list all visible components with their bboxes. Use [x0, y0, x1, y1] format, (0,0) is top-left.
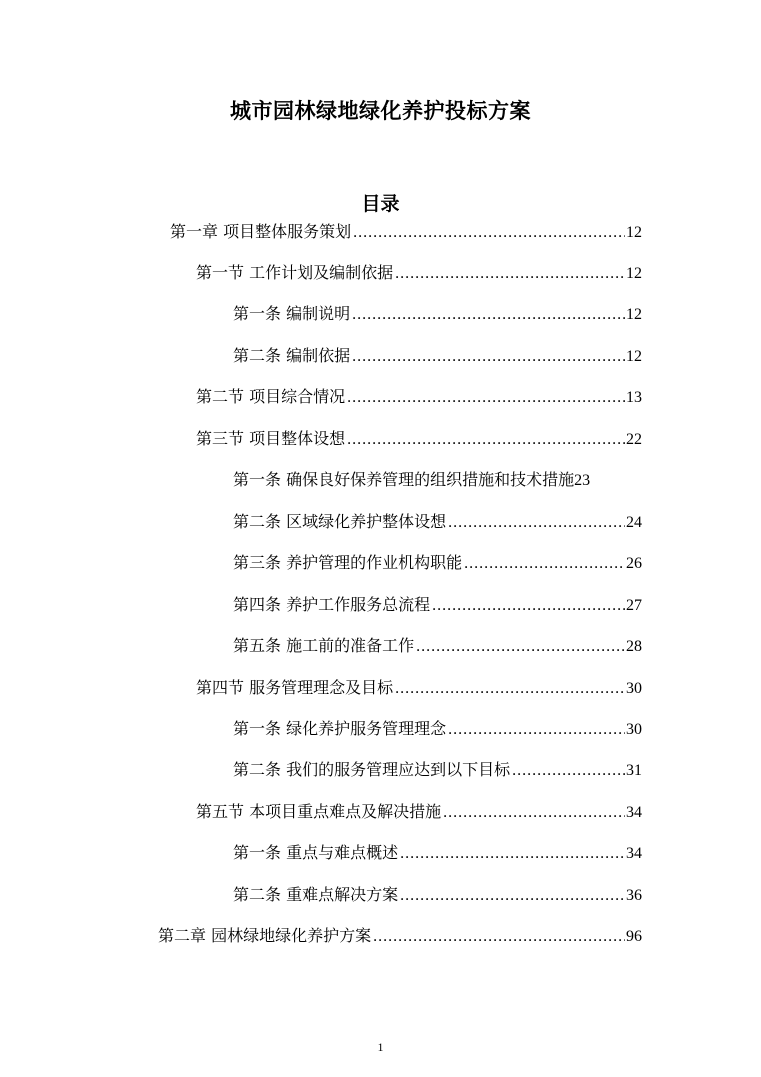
toc-entry-label: 第二条 我们的服务管理应达到以下目标 [233, 760, 511, 779]
toc-entry-label: 第二节 项目综合情况 [196, 387, 346, 406]
toc-entry-label: 第二条 编制依据 [233, 346, 351, 365]
toc-entry-page: 34 [626, 845, 642, 862]
toc-leader-dots [373, 924, 625, 950]
toc-entry[interactable] [233, 343, 642, 369]
toc-entry[interactable] [233, 840, 642, 866]
document-title: 城市园林绿地绿化养护投标方案 [230, 99, 531, 123]
toc-entry-label: 第一条 绿化养护服务管理理念 [233, 719, 447, 738]
toc-leader-dots [395, 261, 625, 287]
toc-entry[interactable] [196, 384, 642, 410]
toc-leader-dots [443, 800, 625, 826]
toc-entry-page: 31 [626, 762, 642, 779]
toc-entry[interactable] [196, 426, 642, 452]
toc-entry-page: 27 [626, 597, 642, 614]
toc-entry-page: 30 [626, 680, 642, 697]
toc-entry-label: 第二章 园林绿地绿化养护方案 [158, 926, 372, 945]
toc-entry-page: 22 [626, 431, 642, 448]
toc-entry[interactable] [233, 301, 642, 327]
toc-entry[interactable] [196, 260, 642, 286]
toc-entry-page: 34 [626, 804, 642, 821]
toc-entry[interactable] [233, 757, 642, 783]
toc-entry-label: 第一章 项目整体服务策划 [170, 222, 352, 241]
toc-entry[interactable] [158, 923, 642, 949]
toc-entry-page: 26 [626, 555, 642, 572]
toc-entry[interactable] [233, 550, 642, 576]
toc-entry[interactable] [233, 509, 642, 535]
toc-entry-label: 第三条 养护管理的作业机构职能 [233, 553, 463, 572]
toc-leader-dots [448, 510, 625, 536]
toc-entry-page: 12 [626, 265, 642, 282]
toc-entry-page: 24 [626, 514, 642, 531]
toc-leader-dots [432, 593, 625, 619]
toc-entry-page: 30 [626, 721, 642, 738]
toc-entry-page: 12 [626, 348, 642, 365]
toc-leader-dots [395, 676, 625, 702]
toc-entry-page: 96 [626, 928, 642, 945]
toc-entry[interactable] [233, 592, 642, 618]
toc-entry[interactable] [233, 716, 642, 742]
toc-entry-label: 第四条 养护工作服务总流程 [233, 595, 431, 614]
toc-entry-label: 第一条 重点与难点概述 [233, 843, 399, 862]
toc-leader-dots [400, 841, 625, 867]
toc-leader-dots [416, 634, 625, 660]
toc-entry-label: 第一条 编制说明 [233, 304, 351, 323]
page-number: 1 [377, 1040, 384, 1054]
toc-entry-page: 12 [626, 224, 642, 241]
toc-heading: 目录 [361, 193, 400, 215]
toc-entry-page: 13 [626, 389, 642, 406]
toc-entry-label: 第二条 区域绿化养护整体设想 [233, 512, 447, 531]
toc-leader-dots [353, 220, 625, 246]
toc-entry-page: 28 [626, 638, 642, 655]
toc-entry[interactable] [233, 467, 642, 493]
toc-leader-dots [347, 385, 625, 411]
toc-entry-page: 36 [626, 887, 642, 904]
toc-leader-dots [448, 717, 625, 743]
toc-entry[interactable] [233, 633, 642, 659]
toc-entry-label: 第五条 施工前的准备工作 [233, 636, 415, 655]
toc-entry[interactable] [233, 882, 642, 908]
toc-entry[interactable] [196, 675, 642, 701]
toc-leader-dots [352, 344, 625, 370]
toc-entry-label: 第三节 项目整体设想 [196, 429, 346, 448]
toc-entry-page: 12 [626, 306, 642, 323]
toc-entry-label: 第一节 工作计划及编制依据 [196, 263, 394, 282]
toc-entry-page: 23 [574, 472, 591, 489]
toc-entry-label: 第二条 重难点解决方案 [233, 885, 399, 904]
toc-leader-dots [464, 551, 625, 577]
toc-leader-dots [347, 427, 625, 453]
toc-entry-label: 第四节 服务管理理念及目标 [196, 678, 394, 697]
toc-entry-label: 第一条 确保良好保养管理的组织措施和技术措施 [233, 470, 575, 489]
toc-entry-label: 第五节 本项目重点难点及解决措施 [196, 802, 442, 821]
toc-leader-dots [512, 758, 625, 784]
toc-entry[interactable] [196, 799, 642, 825]
toc-leader-dots [400, 883, 625, 909]
toc-entry[interactable] [170, 219, 642, 245]
toc-leader-dots [352, 302, 625, 328]
